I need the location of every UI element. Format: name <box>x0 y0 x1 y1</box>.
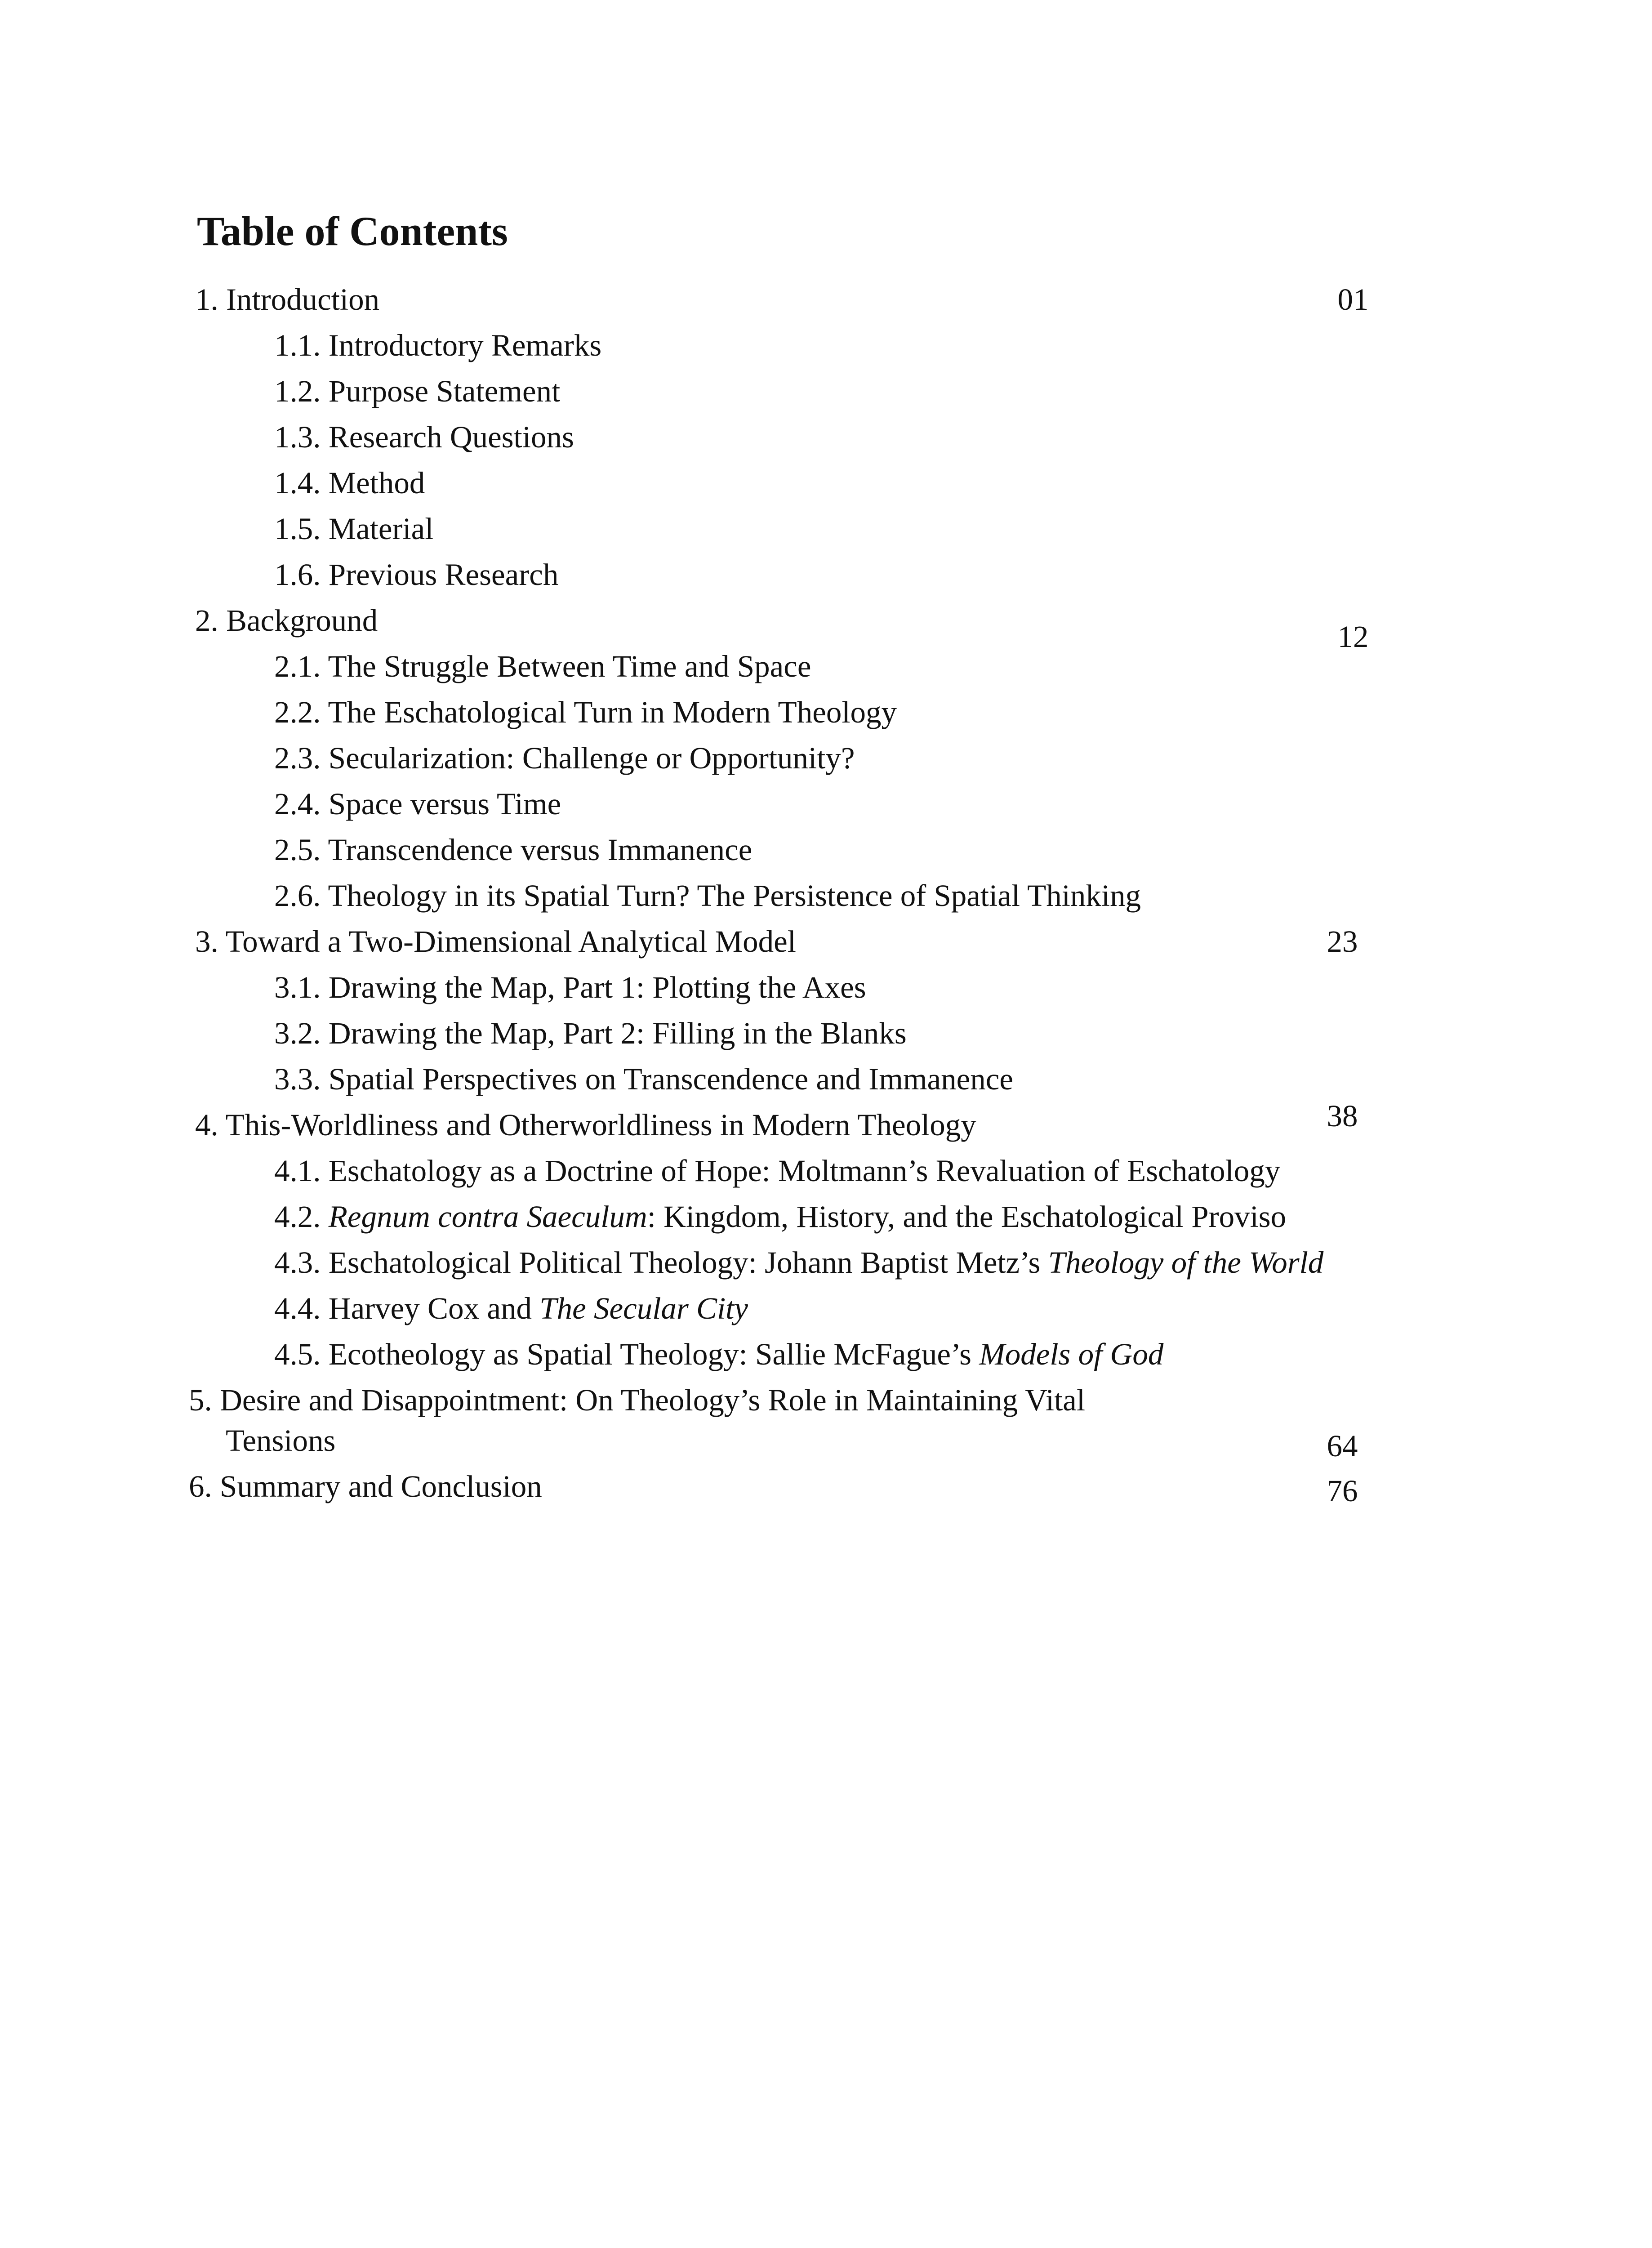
toc-entry-2-1: 2.1. The Struggle Between Time and Space <box>274 649 811 683</box>
toc-entry-3-3: 3.3. Spatial Perspectives on Transcendence and Immanence <box>274 1062 1014 1096</box>
toc-title: Table of Contents <box>197 208 508 254</box>
toc-page-6: 76 <box>1327 1474 1358 1508</box>
toc-entry-4-4 <box>274 1293 748 1324</box>
toc-page-5: 64 <box>1327 1429 1358 1463</box>
toc-entry-2-3: 2.3. Secularization: Challenge or Opportunity? <box>274 741 855 775</box>
toc-entry-2-2: 2.2. The Eschatological Turn in Modern Theology <box>274 695 897 729</box>
toc-entry-1-3: 1.3. Research Questions <box>274 420 574 454</box>
toc-entry-5: 5. Desire and Disappointment: On Theology’s Role in Maintaining Vital <box>189 1383 1086 1417</box>
toc-entry-4-3 <box>274 1247 1323 1278</box>
toc-entry-2: 2. Background <box>195 603 378 638</box>
toc-entry-4-2-suffix: : Kingdom, History, and the Eschatological Proviso <box>647 1200 1287 1234</box>
toc-entry-5-continuation: Tensions <box>226 1423 336 1458</box>
toc-page-3: 23 <box>1327 924 1358 959</box>
toc-entry-3: 3. Toward a Two-Dimensional Analytical Model <box>195 924 796 959</box>
toc-entry-4-2-italic: Regnum contra Saeculum <box>328 1200 647 1234</box>
toc-entry-6: 6. Summary and Conclusion <box>189 1469 542 1503</box>
toc-entry-3-1: 3.1. Drawing the Map, Part 1: Plotting the Axes <box>274 970 866 1004</box>
toc-entry-4-5-prefix: 4.5. Ecotheology as Spatial Theology: Sallie McFague’s <box>274 1337 980 1371</box>
toc-page-4: 38 <box>1327 1099 1358 1133</box>
toc-entry-1-6: 1.6. Previous Research <box>274 558 559 592</box>
toc-entry-4-2 <box>274 1201 1286 1232</box>
toc-entry-4-5 <box>274 1339 1163 1370</box>
toc-entry-2-6: 2.6. Theology in its Spatial Turn? The Persistence of Spatial Thinking <box>274 879 1141 913</box>
toc-entry-4-1: 4.1. Eschatology as a Doctrine of Hope: Moltmann’s Revaluation of Eschatology <box>274 1154 1281 1188</box>
toc-entry-4-4-prefix: 4.4. Harvey Cox and <box>274 1291 540 1325</box>
toc-entry-4-3-italic: Theology of the World <box>1048 1245 1324 1280</box>
toc-entry-4-5-italic: Models of God <box>979 1337 1164 1371</box>
toc-entry-2-4: 2.4. Space versus Time <box>274 787 561 821</box>
toc-entry-4-4-italic: The Secular City <box>539 1291 748 1325</box>
toc-entry-4: 4. This-Worldliness and Otherworldliness in Modern Theology <box>195 1108 976 1142</box>
toc-entry-4-2-prefix: 4.2. <box>274 1200 329 1234</box>
toc-page-2: 12 <box>1337 620 1369 654</box>
toc-entry-4-3-prefix: 4.3. Eschatological Political Theology: Johann Baptist Metz’s <box>274 1245 1048 1280</box>
toc-entry-1-1: 1.1. Introductory Remarks <box>274 328 602 362</box>
toc-page-1: 01 <box>1337 282 1369 317</box>
toc-entry-3-2: 3.2. Drawing the Map, Part 2: Filling in the Blanks <box>274 1016 907 1050</box>
toc-entry-1-4: 1.4. Method <box>274 466 425 500</box>
toc-entry-1-5: 1.5. Material <box>274 512 434 546</box>
toc-entry-1-2: 1.2. Purpose Statement <box>274 374 561 408</box>
toc-entry-2-5: 2.5. Transcendence versus Immanence <box>274 833 753 867</box>
toc-entry-1: 1. Introduction <box>195 282 380 317</box>
